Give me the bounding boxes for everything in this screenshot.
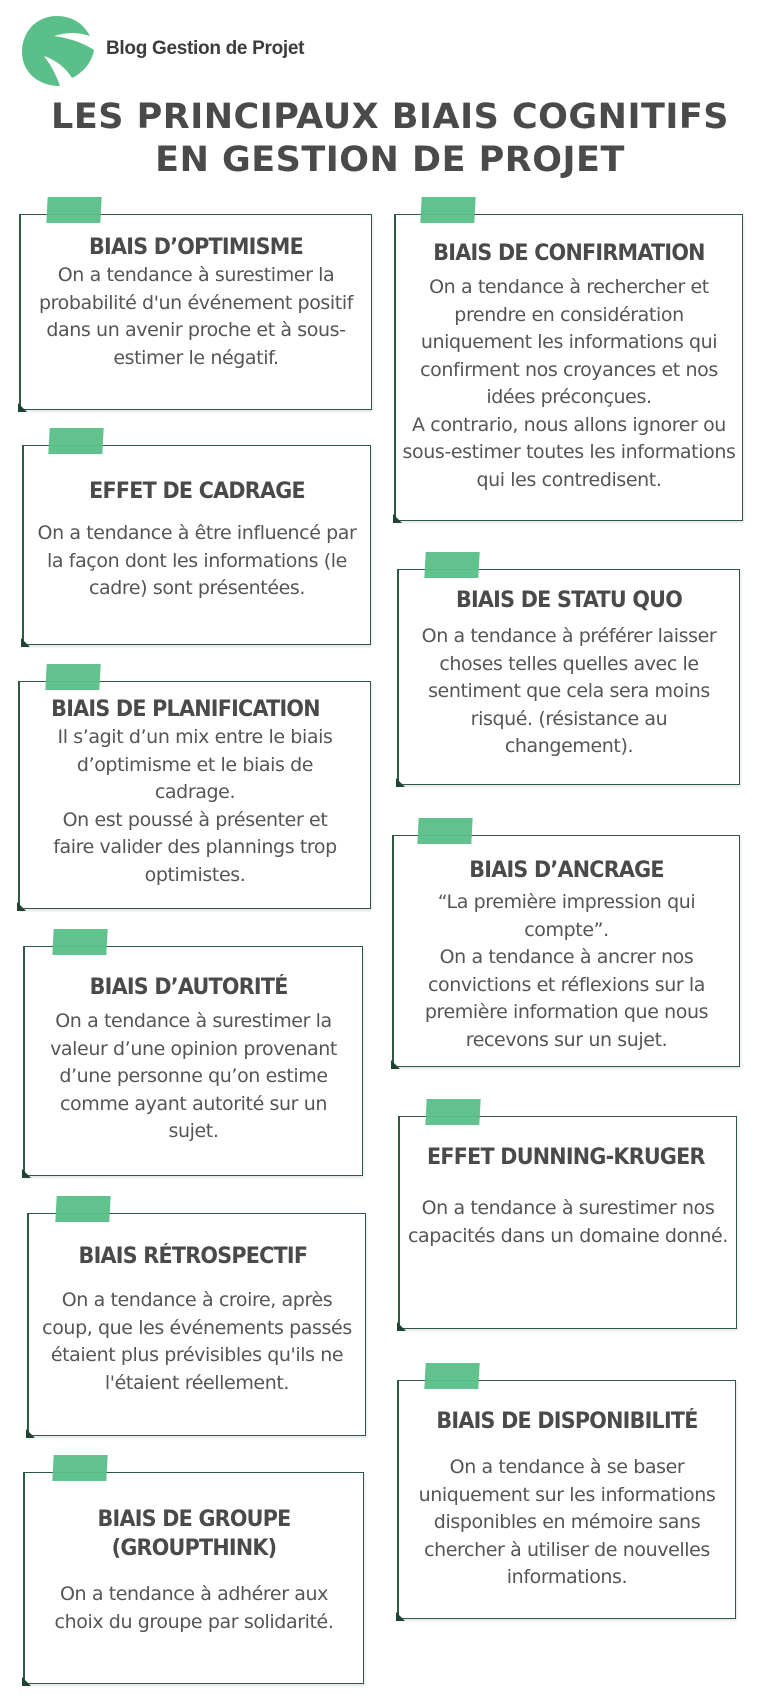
card-body: “La première impression qui compte”. On a tendance à ancrer nos convictions et réflexions sur la première information que nous recevons sur un sujet. (424, 891, 709, 1051)
tape-decoration (424, 552, 479, 578)
card-body: On a tendance à être influencé par la façon dont les informations (le cadre) sont présentées. (37, 522, 357, 599)
tape-decoration (46, 197, 101, 223)
card-title: EFFET DE CADRAGE (89, 479, 305, 504)
card-biais-ancrage (392, 835, 740, 1067)
card-biais-planification (18, 681, 371, 909)
tape-decoration (52, 929, 107, 955)
card-body: On a tendance à surestimer la valeur d’une opinion provenant d’une personne qu’on estime comme ayant autorité sur un sujet. (50, 1010, 337, 1142)
card-biais-autorite (23, 946, 363, 1176)
card-biais-statu-quo (397, 569, 740, 785)
card-title: BIAIS D’AUTORITÉ (89, 975, 288, 1000)
tape-decoration (48, 428, 103, 454)
tape-decoration (417, 818, 472, 844)
card-body: On a tendance à adhérer aux choix du groupe par solidarité. (54, 1583, 334, 1633)
card-biais-groupe (23, 1472, 364, 1684)
brand-logo-icon (20, 14, 100, 88)
tape-decoration (425, 1099, 480, 1125)
card-title: BIAIS DE PLANIFICATION (51, 697, 320, 722)
card-biais-confirmation (394, 214, 743, 521)
card-body: On a tendance à se baser uniquement sur les informations disponibles en mémoire sans chercher à utiliser de nouvelles informations. (418, 1456, 716, 1588)
card-title: BIAIS DE STATU QUO (455, 588, 683, 613)
tape-decoration (52, 1455, 107, 1481)
tape-decoration (45, 664, 100, 690)
card-biais-retrospectif (27, 1213, 366, 1436)
tape-decoration (420, 197, 475, 223)
card-body: On a tendance à rechercher et prendre en considération uniquement les informations qui confirment nos croyances et nos idées préconçues. A contrario, nous allons ignorer ou sous-estimer toutes les informations qui les contredisent. (402, 276, 736, 491)
card-effet-dunning-kruger (398, 1116, 737, 1329)
card-title: BIAIS DE CONFIRMATION (433, 241, 705, 266)
tape-decoration (55, 1196, 110, 1222)
card-biais-disponibilite (397, 1380, 736, 1619)
card-body: On a tendance à surestimer nos capacités dans un domaine donné. (408, 1197, 728, 1247)
card-effet-cadrage (22, 445, 371, 645)
card-title: BIAIS DE DISPONIBILITÉ (436, 1409, 698, 1434)
card-title: BIAIS D’ANCRAGE (469, 858, 664, 883)
card-title: EFFET DUNNING-KRUGER (427, 1145, 705, 1170)
card-body: On a tendance à surestimer la probabilité d'un événement positif dans un avenir proche et à sous-estimer le négatif. (38, 264, 354, 369)
page-title: LES PRINCIPAUX BIAIS COGNITIFS EN GESTION DE PROJET (51, 97, 729, 180)
card-title: BIAIS D’OPTIMISME (89, 235, 303, 260)
card-title: BIAIS DE GROUPE (GROUPTHINK) (97, 1507, 291, 1561)
brand-name: Blog Gestion de Projet (106, 38, 305, 59)
card-body: On a tendance à préférer laisser choses telles quelles avec le sentiment que cela sera moins risqué. (résistance au changement). (421, 625, 717, 757)
card-biais-optimisme (19, 214, 372, 410)
card-body: Il s’agit d’un mix entre le biais d’optimisme et le biais de cadrage. On est poussé à présenter et faire valider des plannings trop optimistes. (53, 726, 337, 886)
card-title: BIAIS RÉTROSPECTIF (78, 1244, 308, 1269)
tape-decoration (424, 1363, 479, 1389)
card-body: On a tendance à croire, après coup, que les événements passés étaient plus prévisibles qu'ils ne l'étaient réellement. (42, 1289, 352, 1394)
